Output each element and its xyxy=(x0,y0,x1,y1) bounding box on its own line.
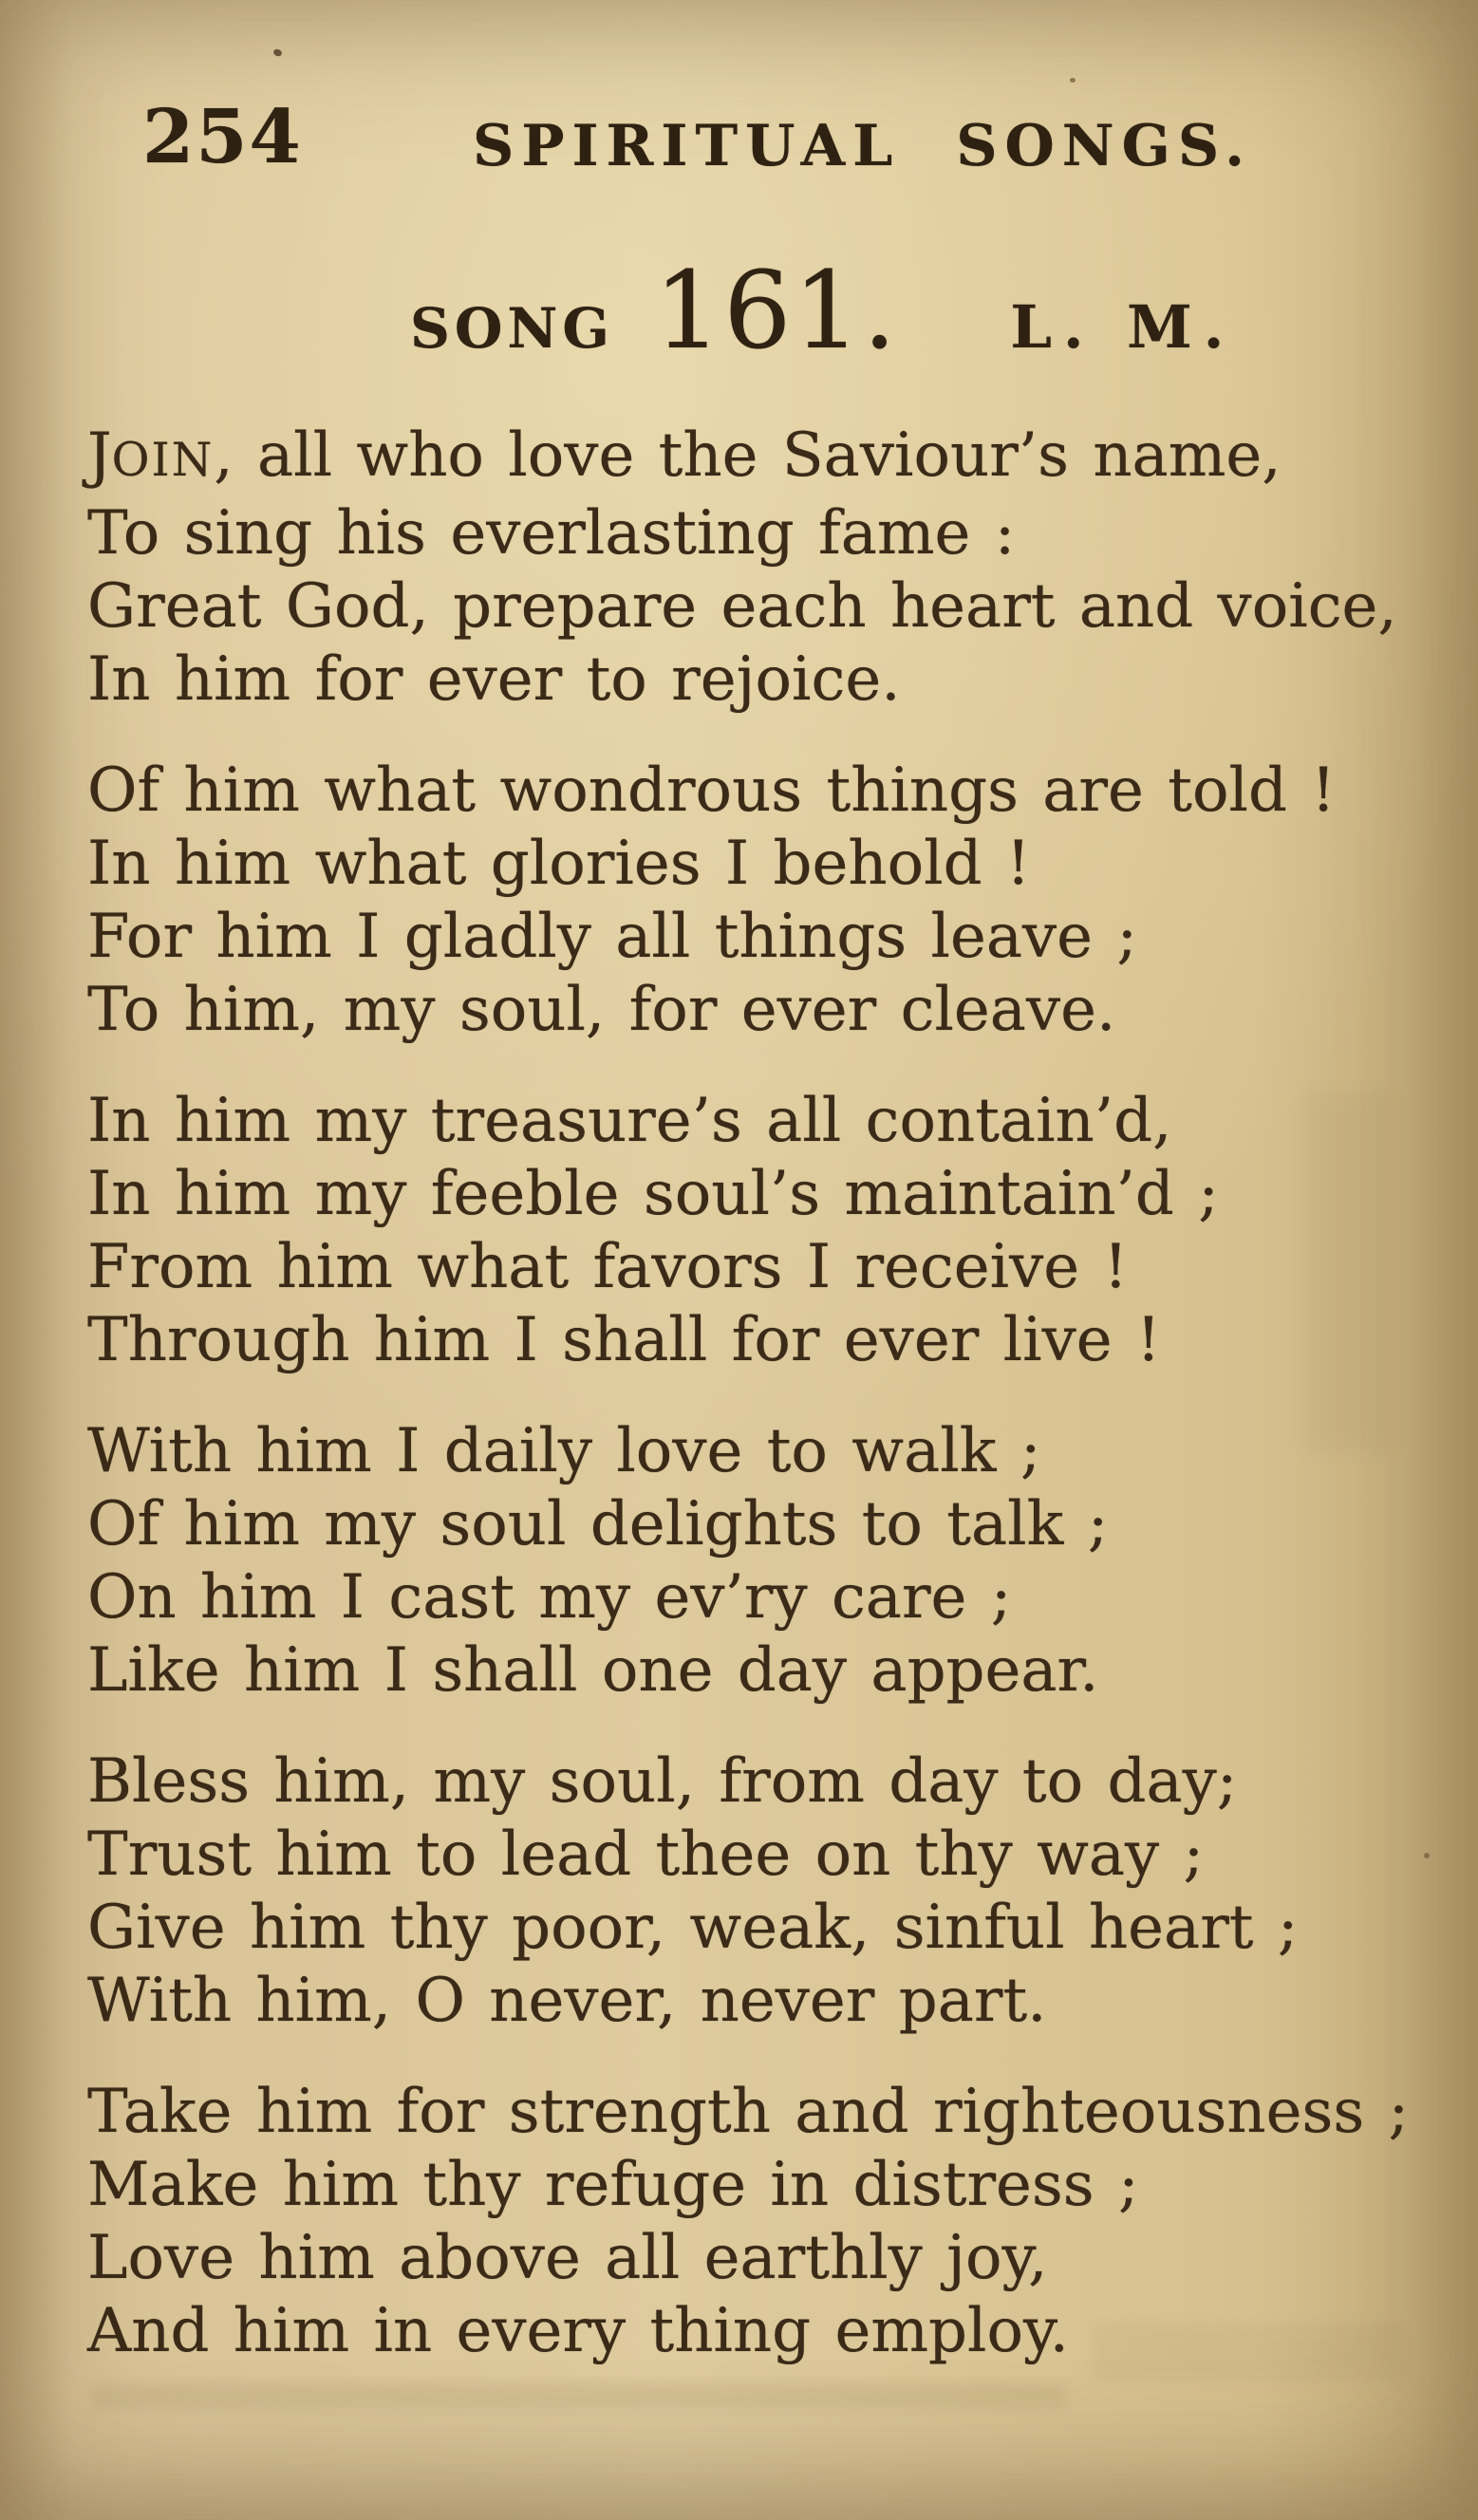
stanza xyxy=(87,755,1478,1047)
verse-line: Love him above all earthly joy, xyxy=(87,2223,1048,2293)
verse-line: With him, O never, never part. xyxy=(87,1966,1047,2036)
stanza xyxy=(87,420,1478,717)
verse-line: In him for ever to rejoice. xyxy=(87,644,901,715)
verse-line: Like him I shall one day appear. xyxy=(87,1635,1099,1706)
verse-line: Of him what wondrous things are told ! xyxy=(87,756,1336,826)
verse-line: In him my feeble soul’s maintain’d ; xyxy=(87,1159,1219,1229)
verse-line: Great God, prepare each heart and voice, xyxy=(87,571,1397,642)
lead-capital: J xyxy=(87,420,112,491)
verse-line: With him I daily love to walk ; xyxy=(87,1416,1041,1486)
verse-line: Of him my soul delights to talk ; xyxy=(87,1489,1109,1559)
verse-line: To sing his everlasting fame : xyxy=(87,498,1016,569)
verse-line: Make him thy refuge in distress ; xyxy=(87,2150,1139,2220)
song-meter: L. M. xyxy=(1010,292,1236,362)
verse-text: , all who love the Saviour’s name, xyxy=(214,420,1282,491)
stanza xyxy=(87,1415,1478,1708)
paper-speck xyxy=(272,47,283,57)
verse-line: In him my treasure’s all contain’d, xyxy=(87,1086,1172,1156)
verse-line: Bless him, my soul, from day to day; xyxy=(87,1746,1238,1817)
paper-speck xyxy=(1070,78,1076,83)
verse-line: On him I cast my ev’ry care ; xyxy=(87,1562,1012,1633)
stanza xyxy=(87,2076,1478,2368)
stanza xyxy=(87,1085,1478,1377)
verse-line: From him what favors I receive ! xyxy=(87,1232,1129,1302)
small-caps-text: OIN xyxy=(111,434,215,487)
song-label: SONG xyxy=(410,296,614,361)
song-heading xyxy=(410,250,1236,373)
verse-line: Through him I shall for ever live ! xyxy=(87,1305,1161,1375)
verse-line xyxy=(87,420,1478,497)
verse-line: In him what glories I behold ! xyxy=(87,829,1031,899)
song-number: 161. xyxy=(653,250,899,373)
page-number: 254 xyxy=(142,94,303,180)
verse-line: To him, my soul, for ever cleave. xyxy=(87,975,1116,1045)
song-stanzas xyxy=(87,420,1478,2406)
verse-line: For him I gladly all things leave ; xyxy=(87,902,1137,972)
stanza xyxy=(87,1745,1478,2038)
verse-line: Give him thy poor, weak, sinful heart ; xyxy=(87,1893,1299,1963)
verse-line: And him in every thing employ. xyxy=(87,2296,1069,2366)
running-header: SPIRITUAL SONGS. xyxy=(473,113,1252,179)
verse-line: Take him for strength and righteousness ; xyxy=(87,2077,1410,2147)
verse-line: Trust him to lead thee on thy way ; xyxy=(87,1820,1205,1890)
